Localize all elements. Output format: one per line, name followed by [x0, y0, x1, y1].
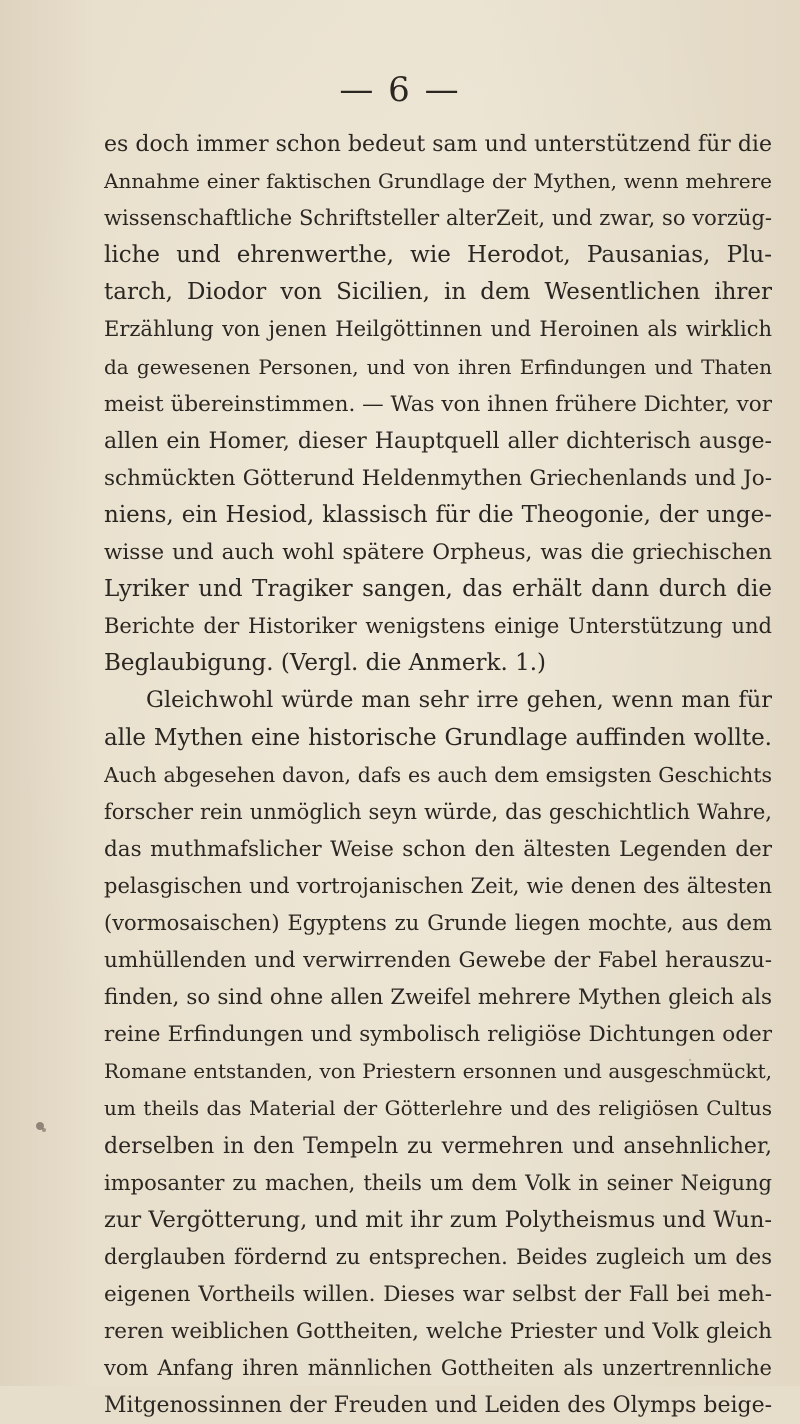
text-line: tarch, Diodor von Sicilien, in dem Wesentlichen ihrer [104, 279, 772, 306]
text-line: Mitgenossinnen der Freuden und Leiden des Olymps beige- [104, 1393, 772, 1419]
text-line: Romane entstanden, von Priestern ersonnen und ausgeschmückt, [104, 1059, 772, 1084]
text-line: alle Mythen eine historische Grundlage auffinden wollte. [104, 724, 772, 751]
text-line: imposanter zu machen, theils um dem Volk in seiner Neigung [104, 1170, 772, 1195]
text-line: das muthmafslicher Weise schon den ältesten Legenden der [104, 836, 772, 862]
text-line: Auch abgesehen davon, dafs es auch dem emsigsten Geschichts [104, 762, 772, 787]
text-line: Lyriker und Tragiker sangen, das erhält dann durch die [104, 576, 772, 603]
text-line: derselben in den Tempeln zu vermehren und ansehnlicher, [104, 1133, 772, 1159]
text-line: liche und ehrenwerthe, wie Herodot, Pausanias, Plu- [104, 242, 772, 269]
text-line: eigenen Vortheils willen. Dieses war selbst der Fall bei meh- [104, 1281, 772, 1307]
ink-speck [36, 1122, 44, 1130]
text-line: wissenschaftliche Schriftsteller alterZeit, und zwar, so vorzüg- [104, 206, 772, 231]
ink-speck [42, 1128, 46, 1132]
text-line: forscher rein unmöglich seyn würde, das geschichtlich Wahre, [104, 799, 772, 824]
text-line: da gewesenen Personen, und von ihren Erfindungen und Thaten [104, 354, 772, 379]
text-line: es doch immer schon bedeut sam und unterstützend für die [104, 132, 772, 157]
text-line: umhüllenden und verwirrenden Gewebe der Fabel herauszu- [104, 948, 772, 974]
text-line: zur Vergötterung, und mit ihr zum Polytheismus und Wun- [104, 1206, 772, 1233]
text-line: derglauben fördernd zu entsprechen. Beides zugleich um des [104, 1244, 772, 1269]
text-line: finden, so sind ohne allen Zweifel mehrere Mythen gleich als [104, 985, 772, 1011]
text-line: vom Anfang ihren männlichen Gottheiten als unzertrennliche [104, 1356, 772, 1381]
text-line: pelasgischen und vortrojanischen Zeit, wie denen des ältesten [104, 873, 772, 898]
text-line: reine Erfindungen und symbolisch religiöse Dichtungen oder [104, 1022, 772, 1048]
text-line: meist übereinstimmen. — Was von ihnen frühere Dichter, vor [104, 391, 772, 417]
text-line: Gleichwohl würde man sehr irre gehen, wenn man für [146, 687, 772, 714]
text-line: um theils das Material der Götterlehre und des religiösen Cultus [104, 1096, 772, 1121]
text-line: Erzählung von jenen Heilgöttinnen und Heroinen als wirklich [104, 317, 772, 342]
text-line: allen ein Homer, dieser Hauptquell aller dichterisch ausge- [104, 428, 772, 454]
text-line: Annahme einer faktischen Grundlage der Mythen, wenn mehrere [104, 169, 772, 194]
text-line: reren weiblichen Gottheiten, welche Priester und Volk gleich [104, 1319, 772, 1344]
text-line: schmückten Götterund Heldenmythen Griechenlands und Jo- [104, 465, 772, 491]
text-line: Beglaubigung. (Vergl. die Anmerk. 1.) [104, 650, 546, 677]
text-line: niens, ein Hesiod, klassisch für die Theogonie, der unge- [104, 501, 772, 528]
text-line: wisse und auch wohl spätere Orpheus, was die griechischen [104, 540, 772, 566]
text-line: (vormosaischen) Egyptens zu Grunde liegen mochte, aus dem [104, 910, 772, 935]
text-line: Berichte der Historiker wenigstens einige Unterstützung und [104, 614, 772, 639]
page-number: — 6 — [339, 70, 461, 110]
body-text [104, 126, 772, 1424]
